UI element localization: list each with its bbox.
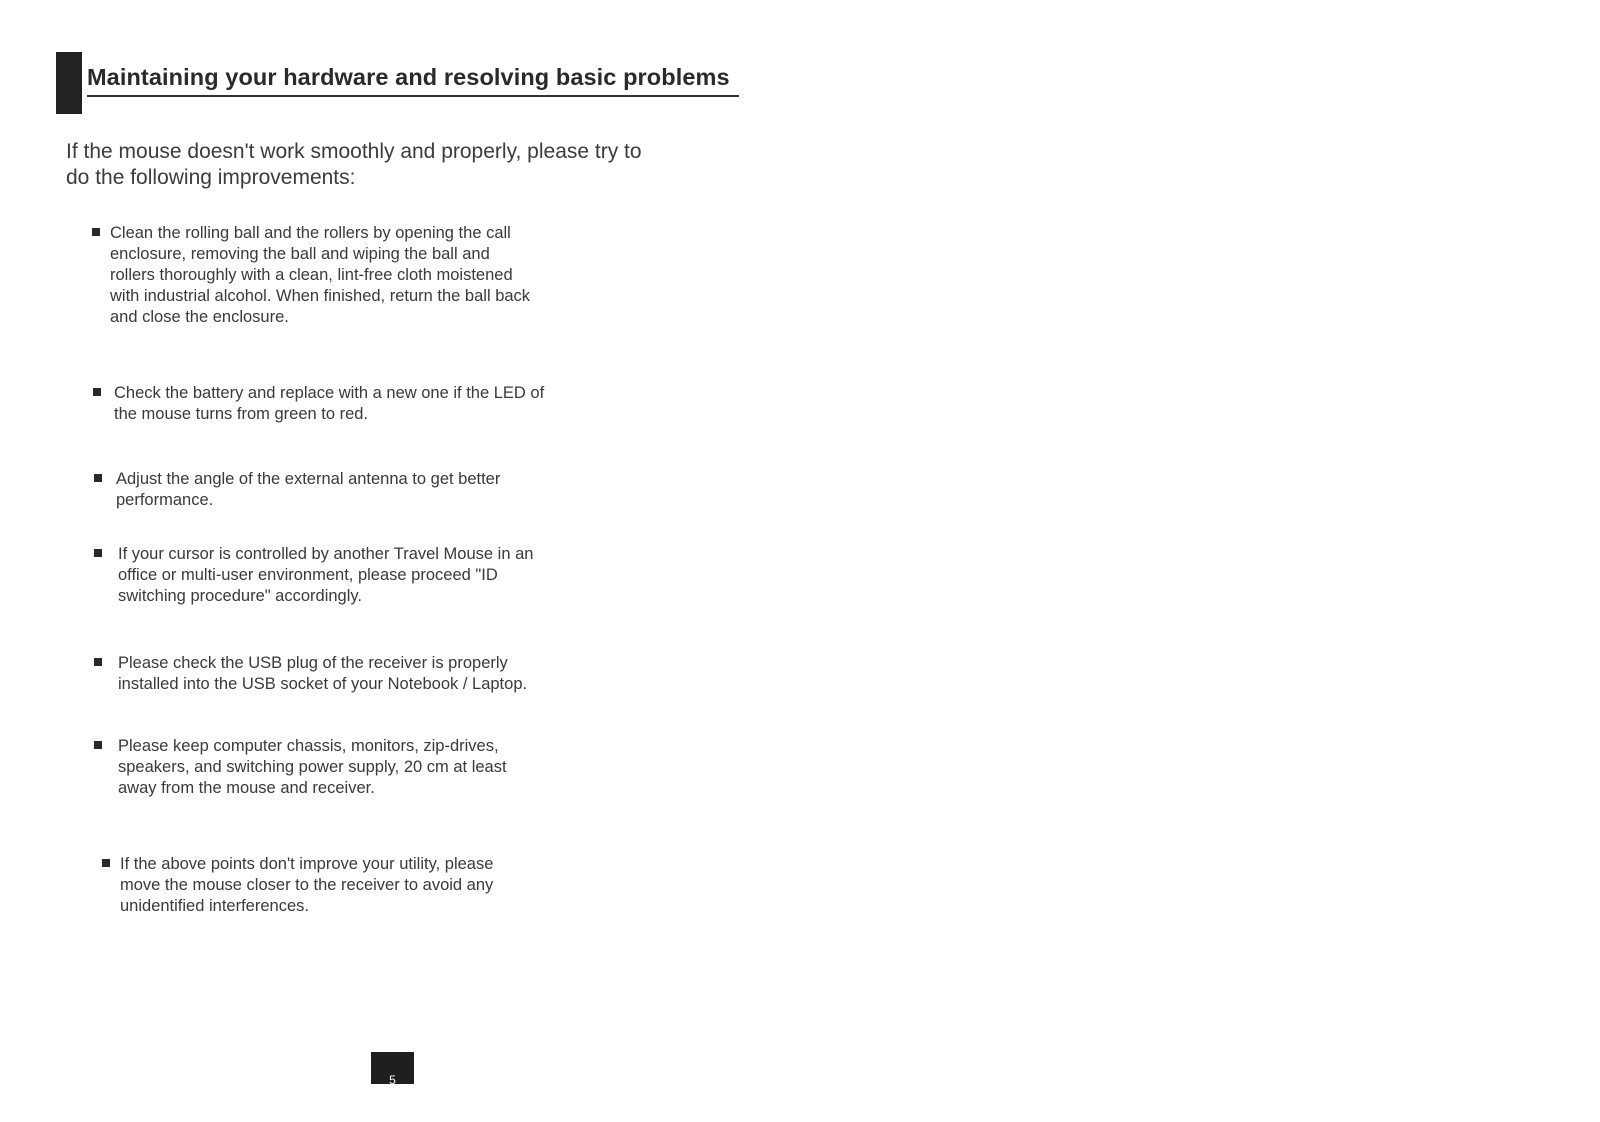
list-item-line: switching procedure" accordingly.: [118, 587, 363, 605]
list-item: [92, 223, 530, 328]
list-item-line: If your cursor is controlled by another Travel Mouse in an: [118, 545, 534, 563]
square-bullet-icon: [102, 859, 110, 867]
list-item-line: Clean the rolling ball and the rollers by opening the call: [110, 224, 511, 242]
square-bullet-icon: [94, 658, 102, 666]
intro-line: If the mouse doesn't work smoothly and properly, please try to: [66, 140, 642, 163]
list-item-line: move the mouse closer to the receiver to avoid any: [120, 876, 494, 894]
square-bullet-icon: [94, 474, 102, 482]
intro-line: do the following improvements:: [66, 166, 356, 189]
list-item-line: installed into the USB socket of your Notebook / Laptop.: [118, 675, 528, 693]
list-item: [93, 383, 544, 425]
square-bullet-icon: [94, 549, 102, 557]
list-item-line: If the above points don't improve your utility, please: [120, 855, 494, 873]
square-bullet-icon: [93, 388, 101, 396]
list-item-line: office or multi-user environment, please proceed "ID: [118, 566, 498, 584]
page-number: 5: [389, 1073, 396, 1087]
list-item-line: Please keep computer chassis, monitors, zip-drives,: [118, 737, 499, 755]
list-item-line: enclosure, removing the ball and wiping the ball and: [110, 245, 490, 263]
list-item-line: with industrial alcohol. When finished, return the ball back: [110, 287, 531, 305]
list-item: [102, 854, 493, 917]
list-item: [94, 469, 500, 511]
square-bullet-icon: [94, 741, 102, 749]
intro-paragraph: [66, 139, 766, 191]
heading-marker-bar: [56, 52, 82, 114]
list-item-line: performance.: [116, 491, 214, 509]
list-item-line: unidentified interferences.: [120, 897, 309, 915]
list-item: [94, 653, 527, 695]
list-item-line: the mouse turns from green to red.: [114, 405, 369, 423]
list-item-line: speakers, and switching power supply, 20 cm at least: [118, 758, 507, 776]
list-item: [94, 736, 507, 799]
square-bullet-icon: [92, 228, 100, 236]
list-item-line: away from the mouse and receiver.: [118, 779, 375, 797]
list-item-line: Check the battery and replace with a new one if the LED of: [114, 384, 545, 402]
list-item-line: Please check the USB plug of the receiver is properly: [118, 654, 508, 672]
list-item-line: and close the enclosure.: [110, 308, 289, 326]
list-item-line: rollers thoroughly with a clean, lint-free cloth moistened: [110, 266, 513, 284]
list-item: [94, 544, 533, 607]
list-item-line: Adjust the angle of the external antenna to get better: [116, 470, 501, 488]
page-number-tab: [371, 1052, 414, 1087]
section-heading: Maintaining your hardware and resolving basic problems: [87, 64, 739, 97]
